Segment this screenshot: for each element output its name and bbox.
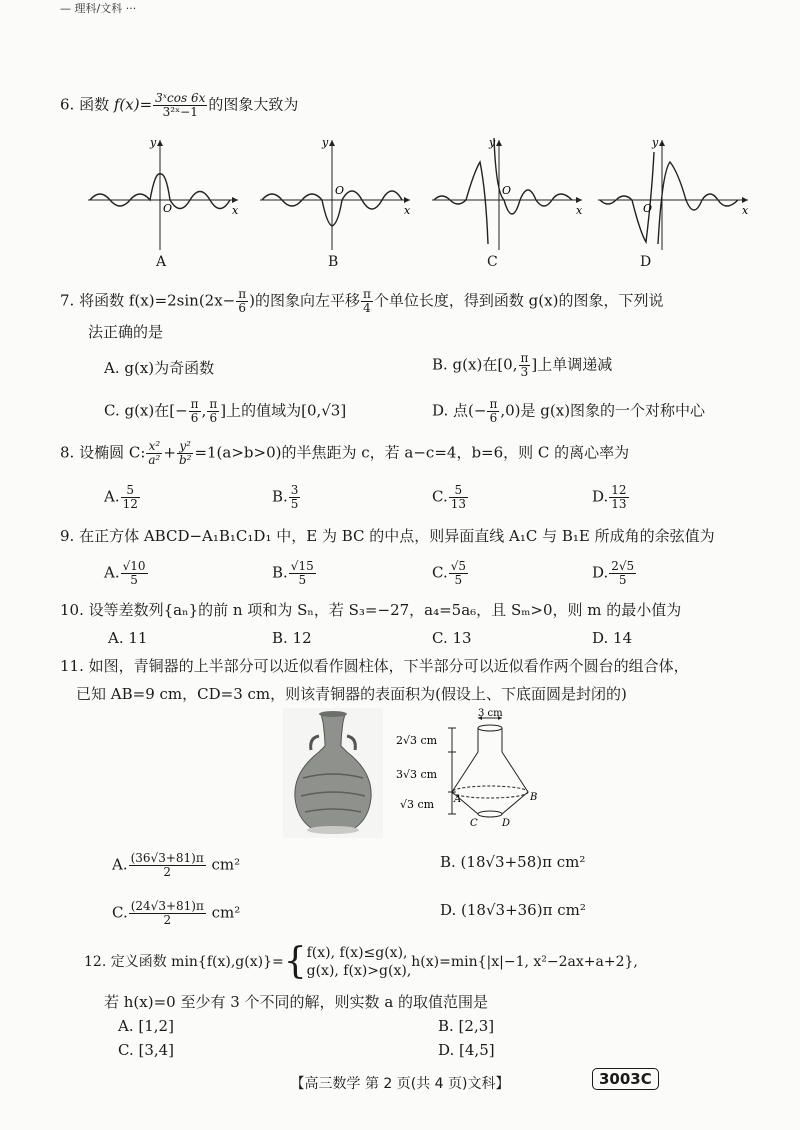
q10-option-a: A. 11: [108, 629, 148, 647]
graph-d-x-label: x: [742, 204, 749, 217]
graph-a-y-arrow-icon: [157, 140, 163, 146]
vessel-rim: [319, 711, 347, 717]
graph-a-x-label: x: [232, 204, 239, 217]
graph-c-curve-right: [494, 138, 572, 214]
bronze-vessel-photo: [283, 708, 383, 838]
graph-label-c: C: [487, 254, 498, 270]
middle-ellipse: [452, 786, 528, 798]
q8-option-d: D. $\frac{12}{13}$: [592, 483, 627, 511]
graph-label-b: B: [328, 254, 339, 270]
graph-c-origin: O: [502, 184, 512, 197]
q6-stem: [60, 92, 298, 119]
graph-a-origin: O: [163, 202, 173, 215]
q6-func: f(x)=: [113, 95, 153, 114]
point-b-label: B: [530, 792, 538, 803]
height-label-1: 2√3 cm: [396, 734, 438, 747]
graph-c-x-label: x: [576, 204, 583, 217]
graph-c-curve-left: [434, 162, 488, 244]
q8-option-a: A. $\frac{5}{12}$: [104, 483, 138, 511]
q10-option-b: B. 12: [272, 629, 312, 647]
q10-option-d: D. 14: [592, 629, 633, 647]
q7-option-c: C. g(x)在[− $\frac{\pi}{6}$ , $\frac{\pi}{6}$ ]上的值域为[0,√3]: [104, 397, 347, 425]
q11-diagram: [392, 708, 552, 834]
page-footer: 【高三数学 第 2 页(共 4 页)文科】: [290, 1076, 510, 1092]
graph-a: [88, 140, 238, 250]
graph-b-y-label: y: [322, 136, 329, 149]
graph-a-y-label: y: [150, 136, 157, 149]
q11-option-a: A. $\frac{(36√3+81)\pi}{2}$ cm²: [112, 851, 241, 879]
graph-c-y-arrow-icon: [496, 140, 502, 146]
q9-option-a: A. $\frac{√10}{5}$: [104, 559, 146, 587]
graph-a-x-arrow-icon: [232, 197, 238, 203]
height-label-2: 3√3 cm: [396, 768, 438, 781]
q12-option-c: C. [3,4]: [118, 1041, 175, 1059]
top-dimension-label: 3 cm: [478, 708, 503, 719]
cylinder-top: [478, 725, 502, 731]
q7-option-d: D. 点(− $\frac{\pi}{6}$ ,0)是 g(x)图象的一个对称中心: [432, 397, 706, 425]
q8-option-b: B. $\frac{3}{5}$: [272, 483, 299, 511]
q7-stem-line2: 法正确的是: [88, 323, 164, 341]
q6-graphs: [80, 132, 749, 252]
q9-stem: 9. 在正方体 ABCD−A₁B₁C₁D₁ 中，E 为 BC 的中点，则异面直线 A₁C 与 B₁E 所成角的余弦值为: [60, 527, 715, 545]
q11-stem: 11. 如图，青铜器的上半部分可以近似看作圆柱体，下半部分可以近似看作两个圆台的组合体，: [60, 657, 689, 675]
q7-option-b: B. g(x)在[0, $\frac{\pi}{3}$ ]上单调递减: [432, 351, 613, 379]
graph-b-x-arrow-icon: [404, 197, 410, 203]
q9-option-d: D. $\frac{2√5}{5}$: [592, 559, 635, 587]
bottom-ellipse: [478, 811, 502, 817]
graph-b-x-label: x: [404, 204, 411, 217]
q8-option-c: C. $\frac{5}{13}$: [432, 483, 466, 511]
graph-label-d: D: [640, 254, 652, 270]
graph-d: [598, 140, 748, 250]
q12-stem: 12. 定义函数 min{f(x),g(x)}={ f(x), f(x)≤g(x), g(x), f(x)>g(x), h(x)=min{|x|−1, x²−2ax+a+2},: [84, 941, 638, 982]
graph-d-curve-left: [600, 152, 654, 242]
graph-d-y-label: y: [652, 136, 659, 149]
exam-code-badge: 3003C: [592, 1068, 659, 1090]
left-brace-icon: {: [283, 941, 307, 982]
graph-b-origin: O: [335, 184, 345, 197]
q12-option-d: D. [4,5]: [438, 1041, 495, 1059]
q10-option-c: C. 13: [432, 629, 472, 647]
header-fragment: — 理科/文科 ···: [60, 2, 137, 15]
height-label-3: √3 cm: [400, 798, 435, 811]
q12-option-b: B. [2,3]: [438, 1017, 495, 1035]
vessel-shadow: [307, 826, 359, 834]
point-d-label: D: [502, 818, 511, 829]
q6-fraction: $\frac{\text{3ˣcos 6x}}{\text{3²ˣ−1}}$: [155, 91, 206, 119]
q12-stem-line2: 若 h(x)=0 至少有 3 个不同的解，则实数 a 的取值范围是: [104, 993, 489, 1011]
graph-c-y-label: y: [489, 136, 496, 149]
graph-d-y-arrow-icon: [659, 140, 665, 146]
point-a-label: A: [454, 794, 462, 805]
q10-stem: 10. 设等差数列{aₙ}的前 n 项和为 Sₙ，若 S₃=−27，a₄=5a₆，且 Sₘ>0，则 m 的最小值为: [60, 601, 682, 619]
q11-option-c: C. $\frac{(24√3+81)\pi}{2}$ cm²: [112, 899, 241, 927]
q9-option-c: C. $\frac{√5}{5}$: [432, 559, 466, 587]
graph-d-x-arrow-icon: [742, 197, 748, 203]
graph-d-origin: O: [643, 202, 653, 215]
q11-option-d: D. (18√3+36)π cm²: [440, 901, 586, 919]
q7-stem: 7. 将函数 f(x)=2sin(2x− $\frac{\pi}{6}$ )的图象向左平移 $\frac{\pi}{4}$ 个单位长度，得到函数 g(x)的图象，下列说: [60, 287, 664, 315]
graph-d-curve-right: [658, 162, 738, 244]
graph-label-a: A: [156, 254, 167, 270]
q11-stem-line2: 已知 AB=9 cm，CD=3 cm，则该青铜器的表面积为(假设上、下底面圆是封闭的): [76, 685, 627, 703]
graph-c-x-arrow-icon: [576, 197, 582, 203]
q7-option-a: A. g(x)为奇函数: [104, 359, 215, 377]
point-c-label: C: [470, 818, 478, 829]
q6-prefix: 6. 函数: [60, 95, 114, 114]
q8-stem: 8. 设椭圆 C: $\frac{\text{x²}}{\text{a²}}$ + $\frac{\text{y²}}{\text{b²}}$ =1(a>b>0)的半焦距为 c，若 a−c=4，b=6，则 C 的离心率为: [60, 439, 630, 467]
q6-suffix: 的图象大致为: [208, 95, 299, 114]
q9-option-b: B. $\frac{√15}{5}$: [272, 559, 314, 587]
q11-option-b: B. (18√3+58)π cm²: [440, 853, 586, 871]
graph-b-y-arrow-icon: [329, 140, 335, 146]
q12-option-a: A. [1,2]: [118, 1017, 174, 1035]
